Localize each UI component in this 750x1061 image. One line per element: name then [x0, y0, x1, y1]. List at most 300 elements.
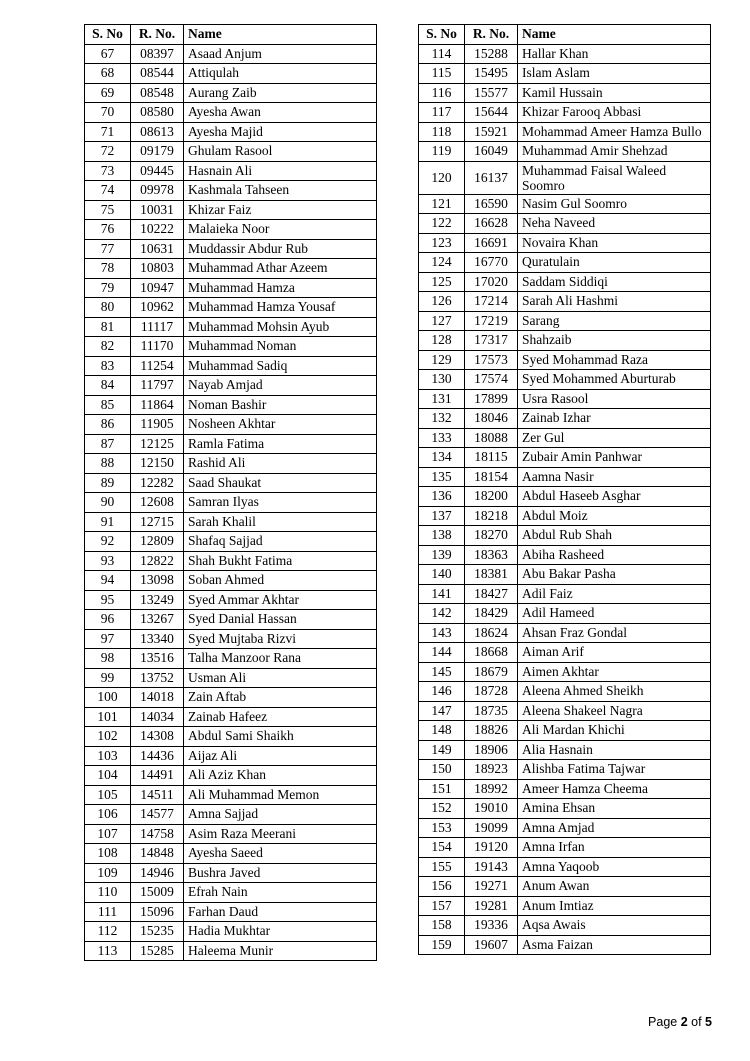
- serial-number-cell: 137: [419, 506, 465, 526]
- serial-number-cell: 77: [85, 239, 131, 259]
- roll-number-cell: 15577: [465, 83, 518, 103]
- table-row: [85, 44, 377, 64]
- serial-number-cell: 98: [85, 649, 131, 669]
- table-row: [419, 448, 711, 468]
- student-name-cell: Neha Naveed: [518, 214, 711, 234]
- roll-number-cell: 18735: [465, 701, 518, 721]
- roll-number-cell: 18046: [465, 409, 518, 429]
- student-name-cell: Kamil Hussain: [518, 83, 711, 103]
- roll-number-cell: 16628: [465, 214, 518, 234]
- roll-number-cell: 15235: [131, 922, 184, 942]
- serial-number-cell: 94: [85, 571, 131, 591]
- serial-number-cell: 154: [419, 838, 465, 858]
- table-row: [85, 161, 377, 181]
- serial-number-cell: 87: [85, 434, 131, 454]
- table-row: [85, 902, 377, 922]
- table-row: [419, 935, 711, 955]
- table-row: [419, 526, 711, 546]
- table-row: [85, 259, 377, 279]
- student-name-cell: Ghulam Rasool: [184, 142, 377, 162]
- student-name-cell: Malaieka Noor: [184, 220, 377, 240]
- table-row: [85, 83, 377, 103]
- serial-number-cell: 68: [85, 64, 131, 84]
- serial-number-cell: 119: [419, 142, 465, 162]
- table-body-right: [419, 44, 711, 955]
- roll-number-cell: 19143: [465, 857, 518, 877]
- serial-number-cell: 85: [85, 395, 131, 415]
- student-name-cell: Ayesha Awan: [184, 103, 377, 123]
- roll-number-cell: 18923: [465, 760, 518, 780]
- table-row: [85, 824, 377, 844]
- student-name-cell: Ameer Hamza Cheema: [518, 779, 711, 799]
- table-row: [419, 740, 711, 760]
- serial-number-cell: 90: [85, 493, 131, 513]
- header-rno: R. No.: [465, 25, 518, 45]
- header-name: Name: [184, 25, 377, 45]
- student-name-cell: Soban Ahmed: [184, 571, 377, 591]
- roll-number-cell: 11864: [131, 395, 184, 415]
- serial-number-cell: 110: [85, 883, 131, 903]
- student-name-cell: Syed Mohammad Raza: [518, 350, 711, 370]
- serial-number-cell: 123: [419, 233, 465, 253]
- roll-number-cell: 13340: [131, 629, 184, 649]
- student-name-cell: Anum Imtiaz: [518, 896, 711, 916]
- table-row: [419, 545, 711, 565]
- student-name-cell: Aijaz Ali: [184, 746, 377, 766]
- serial-number-cell: 99: [85, 668, 131, 688]
- student-name-cell: Aqsa Awais: [518, 916, 711, 936]
- header-sno: S. No: [85, 25, 131, 45]
- student-name-cell: Zubair Amin Panhwar: [518, 448, 711, 468]
- serial-number-cell: 121: [419, 194, 465, 214]
- table-row: [419, 214, 711, 234]
- table-row: [419, 682, 711, 702]
- table-row: [419, 142, 711, 162]
- serial-number-cell: 136: [419, 487, 465, 507]
- table-row: [419, 409, 711, 429]
- student-name-cell: Nasim Gul Soomro: [518, 194, 711, 214]
- roll-number-cell: 18668: [465, 643, 518, 663]
- student-name-cell: Abdul Rub Shah: [518, 526, 711, 546]
- roll-number-cell: 15009: [131, 883, 184, 903]
- table-row: [85, 532, 377, 552]
- roll-number-cell: 15288: [465, 44, 518, 64]
- student-name-cell: Quratulain: [518, 253, 711, 273]
- student-name-cell: Novaira Khan: [518, 233, 711, 253]
- roll-number-cell: 16049: [465, 142, 518, 162]
- serial-number-cell: 159: [419, 935, 465, 955]
- roll-number-cell: 18992: [465, 779, 518, 799]
- table-row: [419, 721, 711, 741]
- serial-number-cell: 84: [85, 376, 131, 396]
- roll-number-cell: 09179: [131, 142, 184, 162]
- serial-number-cell: 72: [85, 142, 131, 162]
- serial-number-cell: 142: [419, 604, 465, 624]
- roll-number-cell: 14758: [131, 824, 184, 844]
- table-row: [85, 863, 377, 883]
- roll-number-cell: 16590: [465, 194, 518, 214]
- serial-number-cell: 95: [85, 590, 131, 610]
- table-row: [85, 610, 377, 630]
- table-row: [419, 370, 711, 390]
- serial-number-cell: 140: [419, 565, 465, 585]
- serial-number-cell: 101: [85, 707, 131, 727]
- header-name: Name: [518, 25, 711, 45]
- student-name-cell: Muddassir Abdur Rub: [184, 239, 377, 259]
- serial-number-cell: 79: [85, 278, 131, 298]
- table-row: [419, 487, 711, 507]
- serial-number-cell: 151: [419, 779, 465, 799]
- student-name-cell: Shafaq Sajjad: [184, 532, 377, 552]
- serial-number-cell: 88: [85, 454, 131, 474]
- roll-number-cell: 19120: [465, 838, 518, 858]
- roll-number-cell: 11170: [131, 337, 184, 357]
- roll-number-cell: 11905: [131, 415, 184, 435]
- table-row: [419, 662, 711, 682]
- student-name-cell: Syed Mujtaba Rizvi: [184, 629, 377, 649]
- student-name-cell: Hasnain Ali: [184, 161, 377, 181]
- student-name-cell: Asim Raza Meerani: [184, 824, 377, 844]
- serial-number-cell: 78: [85, 259, 131, 279]
- header-rno: R. No.: [131, 25, 184, 45]
- serial-number-cell: 129: [419, 350, 465, 370]
- serial-number-cell: 125: [419, 272, 465, 292]
- table-row: [85, 785, 377, 805]
- student-name-cell: Anum Awan: [518, 877, 711, 897]
- serial-number-cell: 73: [85, 161, 131, 181]
- roll-number-cell: 10222: [131, 220, 184, 240]
- total-pages: 5: [705, 1015, 712, 1029]
- table-row: [85, 512, 377, 532]
- serial-number-cell: 70: [85, 103, 131, 123]
- page-number: [648, 1015, 712, 1029]
- student-name-cell: Abiha Rasheed: [518, 545, 711, 565]
- table-row: [85, 571, 377, 591]
- roll-number-cell: 08613: [131, 122, 184, 142]
- page-of: of: [687, 1015, 706, 1029]
- serial-number-cell: 135: [419, 467, 465, 487]
- student-name-cell: Muhammad Sadiq: [184, 356, 377, 376]
- table-row: [85, 493, 377, 513]
- student-name-cell: Amna Yaqoob: [518, 857, 711, 877]
- student-name-cell: Sarang: [518, 311, 711, 331]
- table-row: [419, 584, 711, 604]
- student-name-cell: Zain Aftab: [184, 688, 377, 708]
- table-row: [85, 454, 377, 474]
- serial-number-cell: 124: [419, 253, 465, 273]
- student-name-cell: Attiqulah: [184, 64, 377, 84]
- serial-number-cell: 86: [85, 415, 131, 435]
- serial-number-cell: 81: [85, 317, 131, 337]
- roll-number-cell: 08397: [131, 44, 184, 64]
- student-name-cell: Shahzaib: [518, 331, 711, 351]
- table-row: [419, 122, 711, 142]
- student-name-cell: Usman Ali: [184, 668, 377, 688]
- roll-number-cell: 15644: [465, 103, 518, 123]
- student-name-cell: Farhan Daud: [184, 902, 377, 922]
- table-row: [85, 668, 377, 688]
- serial-number-cell: 75: [85, 200, 131, 220]
- student-name-cell: Aleena Ahmed Sheikh: [518, 682, 711, 702]
- roll-number-cell: 12809: [131, 532, 184, 552]
- table-row: [85, 220, 377, 240]
- roll-number-cell: 16691: [465, 233, 518, 253]
- serial-number-cell: 89: [85, 473, 131, 493]
- student-name-cell: Haleema Munir: [184, 941, 377, 961]
- student-name-cell: Ali Mardan Khichi: [518, 721, 711, 741]
- roll-number-cell: 19010: [465, 799, 518, 819]
- page-label: Page: [648, 1015, 681, 1029]
- roll-number-cell: 08548: [131, 83, 184, 103]
- table-row: [85, 239, 377, 259]
- serial-number-cell: 150: [419, 760, 465, 780]
- student-name-cell: Nosheen Akhtar: [184, 415, 377, 435]
- roll-number-cell: 18624: [465, 623, 518, 643]
- table-row: [419, 194, 711, 214]
- roll-number-cell: 18154: [465, 467, 518, 487]
- student-table-right: [418, 24, 711, 955]
- table-row: [419, 103, 711, 123]
- serial-number-cell: 69: [85, 83, 131, 103]
- serial-number-cell: 116: [419, 83, 465, 103]
- student-name-cell: Muhammad Athar Azeem: [184, 259, 377, 279]
- roll-number-cell: 10962: [131, 298, 184, 318]
- serial-number-cell: 114: [419, 44, 465, 64]
- serial-number-cell: 67: [85, 44, 131, 64]
- table-row: [85, 356, 377, 376]
- student-name-cell: Talha Manzoor Rana: [184, 649, 377, 669]
- roll-number-cell: 13752: [131, 668, 184, 688]
- table-row: [419, 389, 711, 409]
- roll-number-cell: 13267: [131, 610, 184, 630]
- student-name-cell: Zer Gul: [518, 428, 711, 448]
- serial-number-cell: 76: [85, 220, 131, 240]
- student-name-cell: Zainab Izhar: [518, 409, 711, 429]
- roll-number-cell: 11254: [131, 356, 184, 376]
- table-header-row: [85, 25, 377, 45]
- table-body-left: [85, 44, 377, 961]
- serial-number-cell: 131: [419, 389, 465, 409]
- roll-number-cell: 10631: [131, 239, 184, 259]
- table-row: [419, 311, 711, 331]
- roll-number-cell: 08580: [131, 103, 184, 123]
- serial-number-cell: 139: [419, 545, 465, 565]
- table-row: [419, 331, 711, 351]
- table-row: [419, 272, 711, 292]
- student-name-cell: Shah Bukht Fatima: [184, 551, 377, 571]
- roll-number-cell: 16137: [465, 161, 518, 194]
- roll-number-cell: 10031: [131, 200, 184, 220]
- student-name-cell: Abdul Haseeb Asghar: [518, 487, 711, 507]
- roll-number-cell: 10947: [131, 278, 184, 298]
- serial-number-cell: 102: [85, 727, 131, 747]
- roll-number-cell: 17573: [465, 350, 518, 370]
- student-name-cell: Aamna Nasir: [518, 467, 711, 487]
- roll-number-cell: 18906: [465, 740, 518, 760]
- roll-number-cell: 15921: [465, 122, 518, 142]
- student-name-cell: Amna Sajjad: [184, 805, 377, 825]
- student-name-cell: Ramla Fatima: [184, 434, 377, 454]
- table-row: [85, 64, 377, 84]
- student-name-cell: Zainab Hafeez: [184, 707, 377, 727]
- roll-number-cell: 18200: [465, 487, 518, 507]
- table-row: [419, 350, 711, 370]
- table-row: [85, 688, 377, 708]
- student-name-cell: Sarah Ali Hashmi: [518, 292, 711, 312]
- student-name-cell: Hadia Mukhtar: [184, 922, 377, 942]
- student-name-cell: Muhammad Noman: [184, 337, 377, 357]
- serial-number-cell: 112: [85, 922, 131, 942]
- table-row: [419, 877, 711, 897]
- table-row: [85, 629, 377, 649]
- table-row: [85, 746, 377, 766]
- table-row: [419, 643, 711, 663]
- serial-number-cell: 103: [85, 746, 131, 766]
- roll-number-cell: 14491: [131, 766, 184, 786]
- table-row: [85, 278, 377, 298]
- student-name-cell: Bushra Javed: [184, 863, 377, 883]
- table-header-row: [419, 25, 711, 45]
- student-name-cell: Ali Muhammad Memon: [184, 785, 377, 805]
- student-name-cell: Khizar Farooq Abbasi: [518, 103, 711, 123]
- table-row: [419, 857, 711, 877]
- student-name-cell: Kashmala Tahseen: [184, 181, 377, 201]
- serial-number-cell: 138: [419, 526, 465, 546]
- serial-number-cell: 152: [419, 799, 465, 819]
- roll-number-cell: 10803: [131, 259, 184, 279]
- roll-number-cell: 18363: [465, 545, 518, 565]
- student-name-cell: Aurang Zaib: [184, 83, 377, 103]
- roll-number-cell: 18381: [465, 565, 518, 585]
- serial-number-cell: 104: [85, 766, 131, 786]
- student-name-cell: Aimen Akhtar: [518, 662, 711, 682]
- table-row: [85, 590, 377, 610]
- student-name-cell: Nayab Amjad: [184, 376, 377, 396]
- roll-number-cell: 19099: [465, 818, 518, 838]
- table-row: [419, 701, 711, 721]
- student-name-cell: Amna Amjad: [518, 818, 711, 838]
- roll-number-cell: 15285: [131, 941, 184, 961]
- student-name-cell: Abdul Moiz: [518, 506, 711, 526]
- serial-number-cell: 107: [85, 824, 131, 844]
- roll-number-cell: 12608: [131, 493, 184, 513]
- student-name-cell: Ayesha Majid: [184, 122, 377, 142]
- roll-number-cell: 16770: [465, 253, 518, 273]
- serial-number-cell: 141: [419, 584, 465, 604]
- roll-number-cell: 18218: [465, 506, 518, 526]
- roll-number-cell: 19271: [465, 877, 518, 897]
- serial-number-cell: 155: [419, 857, 465, 877]
- student-name-cell: Aleena Shakeel Nagra: [518, 701, 711, 721]
- table-row: [419, 161, 711, 194]
- roll-number-cell: 14577: [131, 805, 184, 825]
- table-row: [419, 428, 711, 448]
- table-row: [85, 395, 377, 415]
- serial-number-cell: 157: [419, 896, 465, 916]
- roll-number-cell: 14946: [131, 863, 184, 883]
- student-name-cell: Syed Mohammed Aburturab: [518, 370, 711, 390]
- roll-number-cell: 13249: [131, 590, 184, 610]
- table-row: [419, 565, 711, 585]
- student-name-cell: Hallar Khan: [518, 44, 711, 64]
- serial-number-cell: 108: [85, 844, 131, 864]
- table-row: [85, 941, 377, 961]
- table-row: [85, 317, 377, 337]
- roll-number-cell: 12715: [131, 512, 184, 532]
- table-row: [419, 506, 711, 526]
- serial-number-cell: 120: [419, 161, 465, 194]
- table-row: [85, 883, 377, 903]
- roll-number-cell: 14511: [131, 785, 184, 805]
- student-name-cell: Asaad Anjum: [184, 44, 377, 64]
- serial-number-cell: 105: [85, 785, 131, 805]
- roll-number-cell: 18427: [465, 584, 518, 604]
- serial-number-cell: 153: [419, 818, 465, 838]
- student-name-cell: Alia Hasnain: [518, 740, 711, 760]
- table-row: [85, 200, 377, 220]
- serial-number-cell: 82: [85, 337, 131, 357]
- serial-number-cell: 158: [419, 916, 465, 936]
- student-name-cell: Amina Ehsan: [518, 799, 711, 819]
- table-row: [85, 727, 377, 747]
- table-row: [85, 649, 377, 669]
- table-row: [419, 83, 711, 103]
- student-name-cell: Saddam Siddiqi: [518, 272, 711, 292]
- roll-number-cell: 11117: [131, 317, 184, 337]
- serial-number-cell: 71: [85, 122, 131, 142]
- roll-number-cell: 17219: [465, 311, 518, 331]
- header-sno: S. No: [419, 25, 465, 45]
- serial-number-cell: 97: [85, 629, 131, 649]
- roll-number-cell: 14018: [131, 688, 184, 708]
- student-name-cell: Adil Hameed: [518, 604, 711, 624]
- serial-number-cell: 145: [419, 662, 465, 682]
- serial-number-cell: 122: [419, 214, 465, 234]
- student-name-cell: Abu Bakar Pasha: [518, 565, 711, 585]
- roll-number-cell: 14308: [131, 727, 184, 747]
- roll-number-cell: 15495: [465, 64, 518, 84]
- student-name-cell: Sarah Khalil: [184, 512, 377, 532]
- roll-number-cell: 17574: [465, 370, 518, 390]
- table-row: [419, 799, 711, 819]
- roll-number-cell: 12150: [131, 454, 184, 474]
- serial-number-cell: 126: [419, 292, 465, 312]
- serial-number-cell: 148: [419, 721, 465, 741]
- table-row: [85, 298, 377, 318]
- serial-number-cell: 128: [419, 331, 465, 351]
- table-row: [419, 604, 711, 624]
- student-name-cell: Syed Ammar Akhtar: [184, 590, 377, 610]
- roll-number-cell: 19281: [465, 896, 518, 916]
- serial-number-cell: 111: [85, 902, 131, 922]
- table-row: [85, 142, 377, 162]
- roll-number-cell: 09978: [131, 181, 184, 201]
- student-name-cell: Amna Irfan: [518, 838, 711, 858]
- table-row: [85, 473, 377, 493]
- table-row: [85, 805, 377, 825]
- table-row: [419, 233, 711, 253]
- serial-number-cell: 146: [419, 682, 465, 702]
- table-row: [85, 122, 377, 142]
- student-name-cell: Efrah Nain: [184, 883, 377, 903]
- roll-number-cell: 18115: [465, 448, 518, 468]
- roll-number-cell: 19336: [465, 916, 518, 936]
- roll-number-cell: 19607: [465, 935, 518, 955]
- roll-number-cell: 17899: [465, 389, 518, 409]
- student-name-cell: Samran Ilyas: [184, 493, 377, 513]
- roll-number-cell: 12125: [131, 434, 184, 454]
- student-name-cell: Muhammad Faisal Waleed Soomro: [518, 161, 711, 194]
